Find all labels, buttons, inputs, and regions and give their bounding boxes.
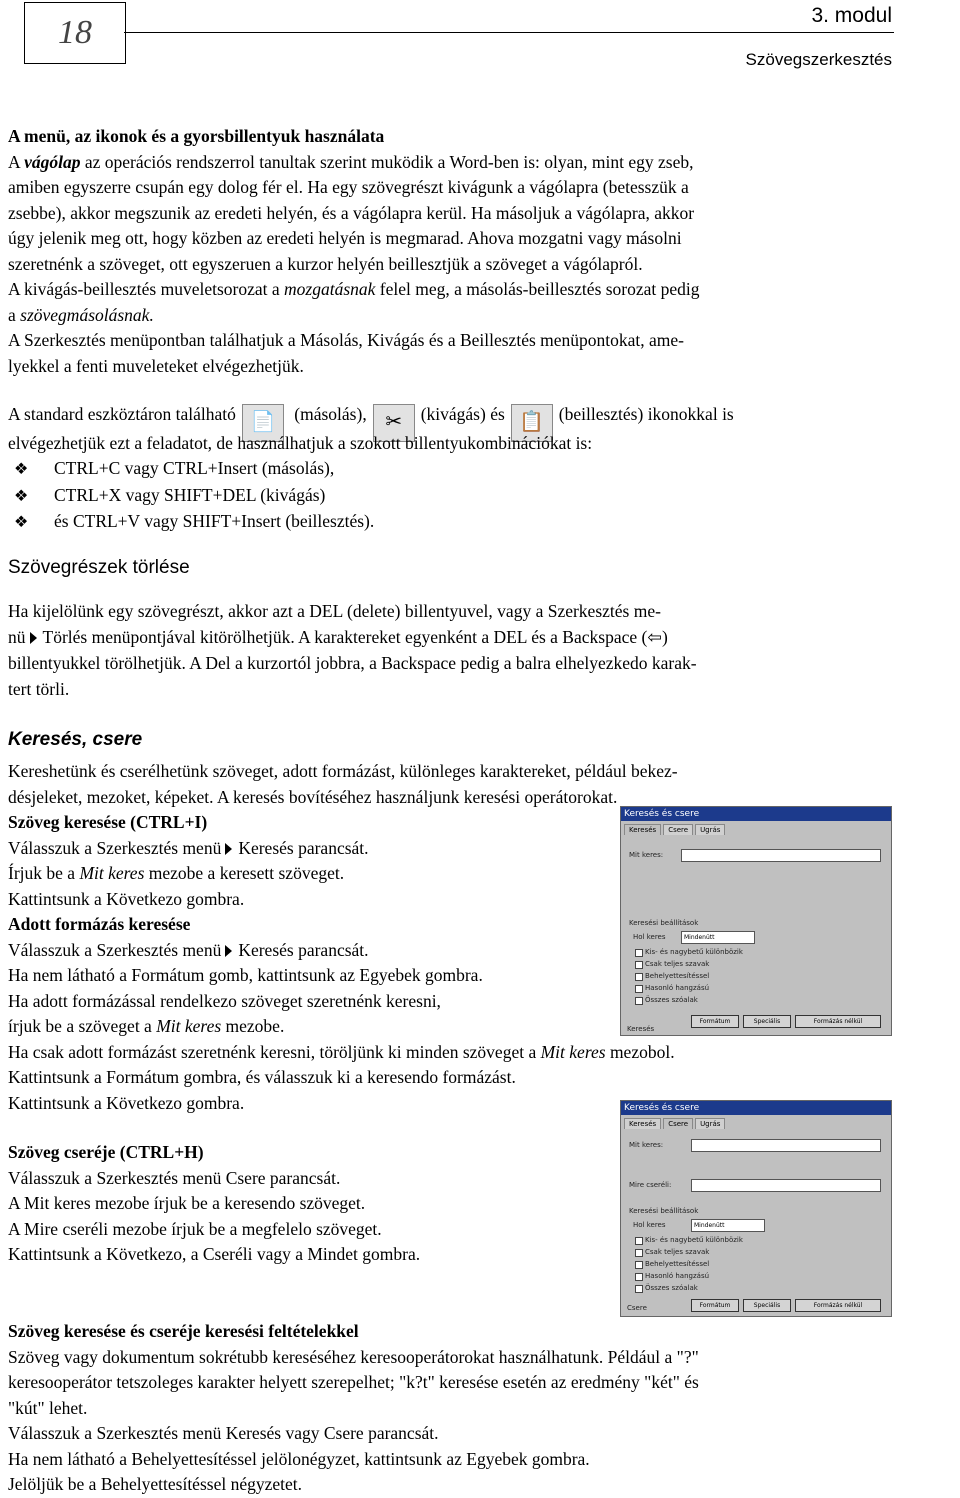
paragraph-line: nü Törlés menüpontjával kitörölhetjük. A karaktereket egyenként a DEL és a Backspace (⇦) xyxy=(8,626,668,648)
paragraph-line: Kattintsunk a Következo gombra. xyxy=(8,888,245,909)
paragraph-line: keresooperátor tetszoleges karakter helyett szerepelhet; "k?t" keresése esetén az eredmény "két" és xyxy=(8,1372,699,1392)
checkbox-label: Összes szóalak xyxy=(645,1284,698,1292)
text: (kivágás) és xyxy=(420,404,505,424)
search-select[interactable]: Mindenütt xyxy=(691,1219,765,1232)
checkbox[interactable] xyxy=(635,949,643,957)
replace-input[interactable] xyxy=(691,1179,881,1192)
paragraph-line: Ha kijelölünk egy szövegrészt, akkor azt a DEL (delete) billentyuvel, vagy a Szerkesztés me- xyxy=(8,601,661,621)
bullet-icon: ❖ xyxy=(14,514,29,531)
tab-goto[interactable]: Ugrás xyxy=(695,824,725,835)
special-button[interactable]: Speciális xyxy=(743,1015,791,1028)
find-dialog-screenshot xyxy=(620,806,892,1036)
tab-replace[interactable]: Csere xyxy=(663,1118,693,1129)
bullet-icon: ❖ xyxy=(14,461,29,478)
module-subtitle: Szövegszerkesztés xyxy=(745,50,892,69)
checkbox-label: Behelyettesítéssel xyxy=(645,1260,710,1268)
paragraph-line: amiben egyszerre csupán egy dolog fér el. Ha egy szövegrészt kivágunk a vágólapra (betesszük a xyxy=(8,177,689,197)
paragraph-line: szeretnénk a szöveget, ott egyszeruen a kurzor helyén beillesztjük a szöveget a vágólapról. xyxy=(8,253,643,274)
checkbox[interactable] xyxy=(635,1237,643,1245)
paragraph-line: Kereshetünk és cserélhetünk szöveget, adott formázást, különleges karaktereket, például bekez- xyxy=(8,761,678,781)
checkbox[interactable] xyxy=(635,997,643,1005)
search-label: Hol keres xyxy=(633,933,666,941)
paragraph-line: Ha nem látható a Formátum gomb, kattintsunk az Egyebek gombra. xyxy=(8,965,483,985)
no-format-button[interactable]: Formázás nélkül xyxy=(795,1015,881,1028)
list-item: ❖ CTRL+C vagy CTRL+Insert (másolás), xyxy=(14,456,898,483)
section-delete xyxy=(8,599,892,702)
section-clipboard xyxy=(8,124,892,379)
paragraph-line: Válasszuk a Szerkesztés menü Csere parancsát. xyxy=(8,1167,341,1188)
dialog-footer: Csere xyxy=(627,1304,647,1312)
section-operators xyxy=(8,1319,892,1498)
find-input[interactable] xyxy=(691,1139,881,1152)
find-input[interactable] xyxy=(681,849,881,862)
tab-find[interactable]: Keresés xyxy=(624,1118,661,1129)
paragraph-line: désjeleket, mezoket, képeket. A keresés bovítéséhez használjunk keresési operátorokat. xyxy=(8,786,618,807)
menu-arrow-icon xyxy=(225,945,232,957)
paragraph-line: Ha adott formázással rendelkezo szöveget szeretnénk keresni, xyxy=(8,990,441,1011)
paragraph-line: Kattintsunk a Következo, a Cseréli vagy a Mindet gombra. xyxy=(8,1244,421,1264)
special-button[interactable]: Speciális xyxy=(743,1299,791,1312)
search-select[interactable]: Mindenütt xyxy=(681,931,755,944)
paragraph-line: úgy jelenik meg ott, hogy közben az eredeti helyén is megmarad. Ahova mozgatni vagy másolni xyxy=(8,228,682,248)
back-arrow-icon: ⇦ xyxy=(647,627,662,648)
options-label: Keresési beállítások xyxy=(629,1207,699,1215)
paragraph-line: A Mire cseréli mezobe írjuk be a megfelelo szöveget. xyxy=(8,1218,382,1239)
checkbox-label: Behelyettesítéssel xyxy=(645,972,710,980)
section-heading: Keresés, csere xyxy=(8,729,143,750)
subheading: Adott formázás keresése xyxy=(8,914,191,934)
checkbox-label: Csak teljes szavak xyxy=(645,960,710,968)
text: A standard eszköztáron található xyxy=(8,404,236,424)
paragraph-line: Válasszuk a Szerkesztés menü Keresés parancsát. xyxy=(8,837,369,858)
section-heading: A menü, az ikonok és a gyorsbillentyuk használata xyxy=(8,126,385,146)
subheading: Szöveg cseréje (CTRL+H) xyxy=(8,1142,204,1162)
paragraph-line: lyekkel a fenti muveleteket elvégezhetjük. xyxy=(8,355,304,376)
checkbox-label: Hasonló hangzású xyxy=(645,984,710,992)
replace-dialog-screenshot xyxy=(620,1100,892,1317)
paragraph-line: Írjuk be a Mit keres mezobe a keresett szöveget. xyxy=(8,863,345,883)
paste-icon: 📋 xyxy=(511,404,553,442)
shortcut-list xyxy=(14,456,898,536)
paragraph-line: A Szerkesztés menüpontban találhatjuk a Másolás, Kivágás és a Beillesztés menüpontokat, ame- xyxy=(8,330,684,350)
replace-label: Mire cseréli: xyxy=(629,1181,672,1189)
section-heading: Szövegrészek törlése xyxy=(8,557,190,578)
header-rule xyxy=(124,32,894,33)
paragraph-line: Ha nem látható a Behelyettesítéssel jelölonégyzet, kattintsunk az Egyebek gombra. xyxy=(8,1448,590,1469)
section-replace xyxy=(8,1140,608,1268)
section-heading: Szöveg keresése és cseréje keresési feltételekkel xyxy=(8,1321,359,1341)
list-item: ❖ CTRL+X vagy SHIFT+DEL (kivágás) xyxy=(14,483,898,510)
tab-find[interactable]: Keresés xyxy=(624,824,661,835)
dialog-footer: Keresés xyxy=(627,1025,655,1033)
paragraph-line: Válasszuk a Szerkesztés menü Keresés parancsát. xyxy=(8,939,369,960)
checkbox-label: Hasonló hangzású xyxy=(645,1272,710,1280)
checkbox-label: Összes szóalak xyxy=(645,996,698,1004)
paragraph-line: zsebbe), akkor megszunik az eredeti helyén, és a vágólapra kerül. Ha másoljuk a vágólapra, akkor xyxy=(8,202,695,223)
text: (beillesztés) ikonokkal is xyxy=(558,404,734,424)
paragraph-line: Jelöljük be a Behelyettesítéssel négyzetet. xyxy=(8,1474,302,1494)
list-item: ❖ és CTRL+V vagy SHIFT+Insert (beillesztés). xyxy=(14,509,898,536)
module-title: 3. modul xyxy=(811,4,892,27)
tab-replace[interactable]: Csere xyxy=(663,824,693,835)
menu-arrow-icon xyxy=(30,632,37,644)
text: (másolás), xyxy=(294,404,367,424)
checkbox[interactable] xyxy=(635,961,643,969)
subheading: Szöveg keresése (CTRL+I) xyxy=(8,812,208,832)
paragraph-line: írjuk be a szöveget a Mit keres mezobe. xyxy=(8,1016,285,1036)
checkbox[interactable] xyxy=(635,985,643,993)
checkbox-label: Kis- és nagybetű különbözik xyxy=(645,948,743,956)
paragraph-line: Válasszuk a Szerkesztés menü Keresés vagy Csere parancsát. xyxy=(8,1423,439,1443)
dialog-title: Keresés és csere xyxy=(621,1101,891,1115)
search-label: Hol keres xyxy=(633,1221,666,1229)
tab-goto[interactable]: Ugrás xyxy=(695,1118,725,1129)
format-button[interactable]: Formátum xyxy=(691,1015,739,1028)
checkbox[interactable] xyxy=(635,1249,643,1257)
paragraph-line: "kút" lehet. xyxy=(8,1397,88,1418)
paragraph-line: Ha csak adott formázást szeretnénk keresni, töröljünk ki minden szöveget a Mit keres mezobol. xyxy=(8,1041,675,1062)
format-button[interactable]: Formátum xyxy=(691,1299,739,1312)
checkbox[interactable] xyxy=(635,1285,643,1293)
no-format-button[interactable]: Formázás nélkül xyxy=(795,1299,881,1312)
options-label: Keresési beállítások xyxy=(629,919,699,927)
paragraph-line: billentyukkel törölhetjük. A Del a kurzortól jobbra, a Backspace pedig a balra elhelyezkedo karak- xyxy=(8,653,697,673)
copy-icon: 📄 xyxy=(242,404,284,442)
paragraph-line: A vágólap az operációs rendszerrol tanultak szerint muködik a Word-ben is: olyan, mint egy zseb, xyxy=(8,151,694,172)
find-label: Mit keres: xyxy=(629,851,664,859)
checkbox[interactable] xyxy=(635,973,643,981)
page-number: 18 xyxy=(58,14,92,51)
checkbox[interactable] xyxy=(635,1261,643,1269)
paragraph-line: A kivágás-beillesztés muveletsorozat a mozgatásnak felel meg, a másolás-beillesztés sorozat pedig xyxy=(8,279,700,299)
find-label: Mit keres: xyxy=(629,1141,664,1149)
page-number-box xyxy=(24,2,126,64)
paragraph-line: A Mit keres mezobe írjuk be a keresendo szöveget. xyxy=(8,1193,366,1213)
paragraph-line: Szöveg vagy dokumentum sokrétubb kereséséhez keresooperátorokat használhatunk. Például a "?" xyxy=(8,1346,699,1367)
paragraph-line: elvégezhetjük ezt a feladatot, de használhatjuk a szokott billentyukombinációkat is: xyxy=(8,433,593,453)
paragraph-line: Kattintsunk a Formátum gombra, és válasszuk ki a keresendo formázást. xyxy=(8,1067,516,1087)
dialog-title: Keresés és csere xyxy=(621,807,891,821)
menu-arrow-icon xyxy=(225,843,232,855)
paragraph-line: Kattintsunk a Következo gombra. xyxy=(8,1092,245,1113)
paragraph-line: tert törli. xyxy=(8,678,70,699)
checkbox-label: Csak teljes szavak xyxy=(645,1248,710,1256)
cut-icon: ✂ xyxy=(373,404,415,442)
bullet-icon: ❖ xyxy=(14,487,29,505)
paragraph-line: a szövegmásolásnak. xyxy=(8,304,154,325)
checkbox-label: Kis- és nagybetű különbözik xyxy=(645,1236,743,1244)
checkbox[interactable] xyxy=(635,1273,643,1281)
